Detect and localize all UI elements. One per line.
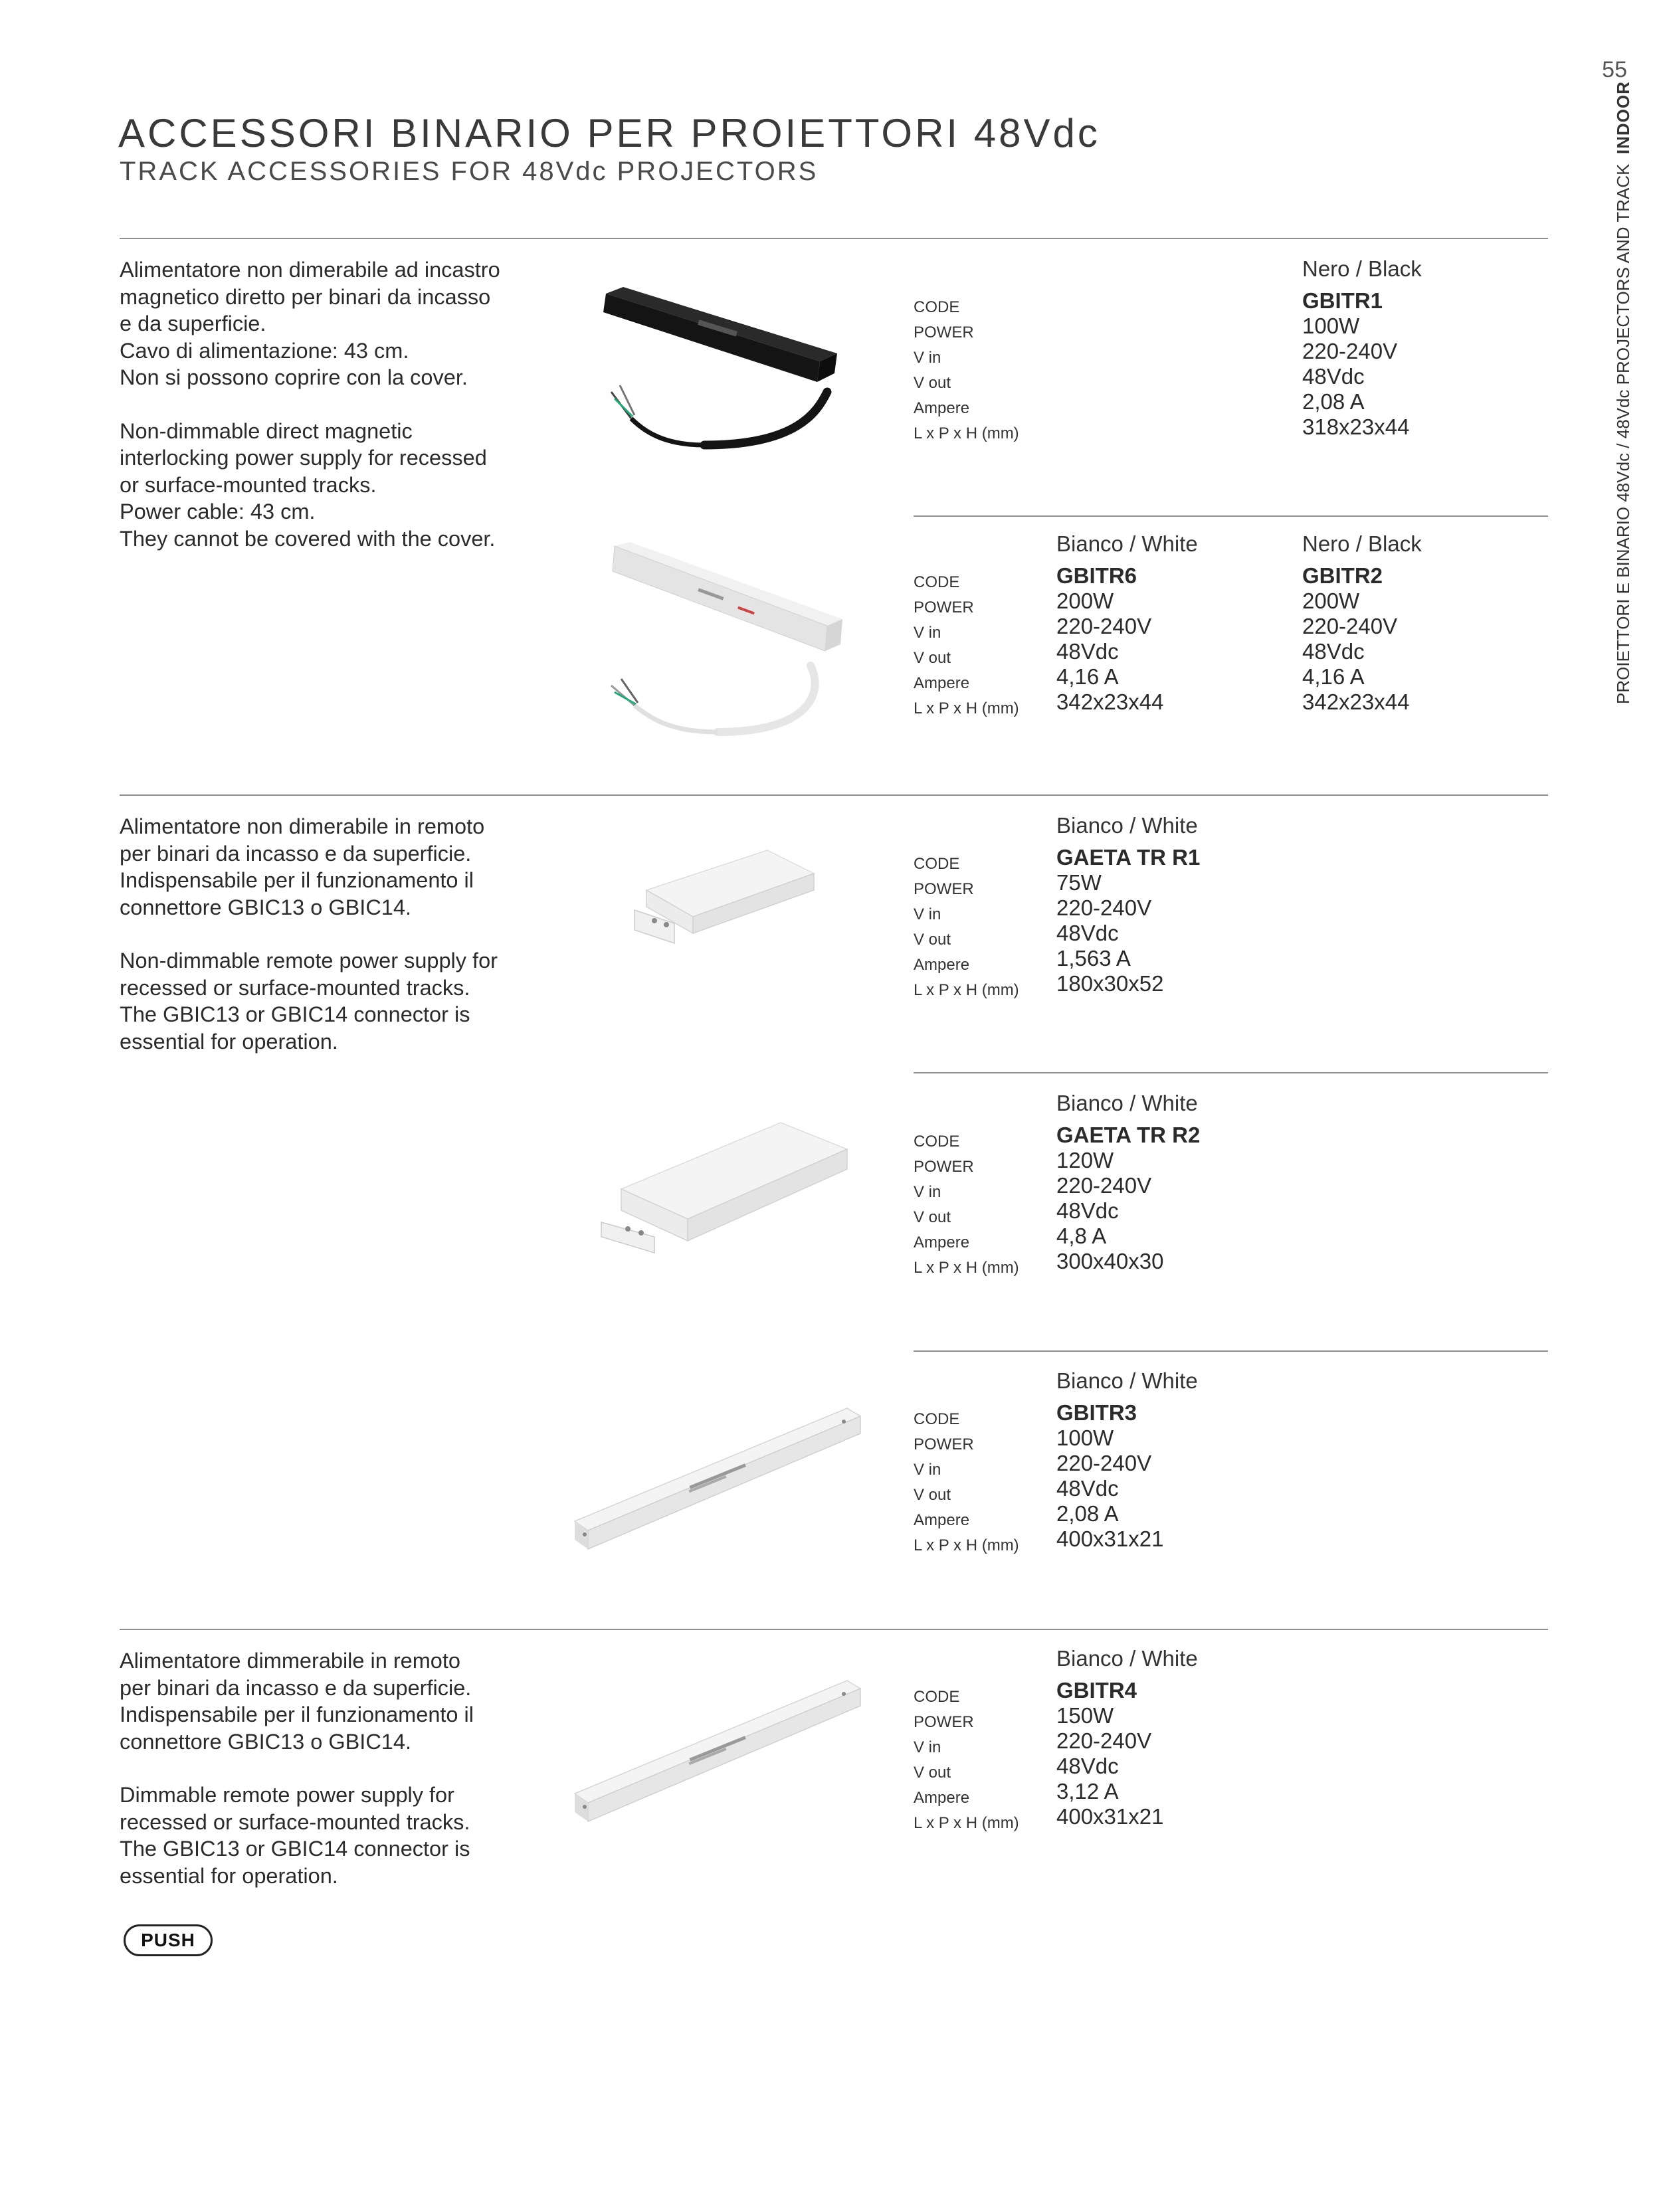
desc-line: recessed or surface-mounted tracks. — [120, 1809, 470, 1834]
product-image-gbitr4 — [568, 1674, 860, 1840]
spec-table-gbitr3 — [914, 1368, 1548, 1561]
product-image-gbitr6 — [598, 546, 884, 739]
divider — [120, 1629, 1548, 1630]
divider — [120, 238, 1548, 239]
dims-value: 180x30x52 — [1056, 971, 1164, 996]
product-code: GBITR4 — [1056, 1678, 1137, 1703]
desc-line: The GBIC13 or GBIC14 connector is — [120, 1837, 470, 1861]
color-label: Nero / Black — [1302, 531, 1422, 556]
desc-line: connettore GBIC13 o GBIC14. — [120, 895, 411, 919]
vout-label: V out — [914, 1764, 951, 1782]
dims-value: 400x31x21 — [1056, 1804, 1164, 1829]
ampere-label: Ampere — [914, 1511, 970, 1529]
product-code: GAETA TR R1 — [1056, 845, 1201, 870]
color-label: Nero / Black — [1302, 256, 1422, 281]
power-label: POWER — [914, 1158, 974, 1176]
vin-value: 220-240V — [1056, 1173, 1152, 1198]
product-image-gbitr1 — [598, 279, 884, 445]
power-label: POWER — [914, 1713, 974, 1731]
side-label-bold: INDOOR — [1613, 81, 1633, 155]
spec-table-gaeta-tr-r2 — [914, 1091, 1548, 1283]
spec-table-gaeta-tr-r1 — [914, 813, 1548, 1006]
desc-line: recessed or surface-mounted tracks. — [120, 975, 470, 1000]
vout-label: V out — [914, 931, 951, 949]
section-description — [120, 813, 498, 1055]
desc-line: Alimentatore dimmerabile in remoto — [120, 1649, 460, 1673]
dims-value: 318x23x44 — [1302, 415, 1410, 439]
power-label: POWER — [914, 880, 974, 898]
vout-label: V out — [914, 1486, 951, 1504]
vin-label: V in — [914, 905, 941, 923]
power-value: 100W — [1302, 314, 1360, 338]
vin-value: 220-240V — [1056, 895, 1152, 920]
dims-label: L x P x H (mm) — [914, 981, 1019, 999]
dims-value: 400x31x21 — [1056, 1526, 1164, 1551]
dims-label: L x P x H (mm) — [914, 1259, 1019, 1277]
color-label: Bianco / White — [1056, 1646, 1198, 1671]
desc-line: Indispensabile per il funzionamento il — [120, 1703, 474, 1726]
ampere-label: Ampere — [914, 1234, 970, 1251]
power-value: 200W — [1302, 589, 1360, 613]
ampere-value: 1,563 A — [1056, 946, 1131, 970]
desc-line: Non-dimmable remote power supply for — [120, 949, 498, 972]
desc-line: Non si possono coprire con la cover. — [120, 365, 468, 389]
code-label: CODE — [914, 1133, 960, 1151]
vout-value: 48Vdc — [1056, 1198, 1119, 1223]
ampere-value: 2,08 A — [1302, 389, 1365, 414]
product-image-gaeta-tr-r1 — [634, 850, 821, 950]
spec-table-gbitr4 — [914, 1646, 1548, 1839]
spec-table-gbitr6-gbitr2 — [914, 531, 1548, 724]
power-value: 75W — [1056, 870, 1102, 895]
desc-line: magnetico diretto per binari da incasso — [120, 284, 491, 309]
desc-line: Non-dimmable direct magnetic — [120, 418, 413, 443]
product-code: GBITR3 — [1056, 1400, 1137, 1425]
dims-value: 342x23x44 — [1302, 690, 1410, 714]
code-label: CODE — [914, 298, 960, 316]
color-label: Bianco / White — [1056, 1368, 1198, 1393]
vin-value: 220-240V — [1056, 1451, 1152, 1475]
vin-label: V in — [914, 624, 941, 642]
dims-label: L x P x H (mm) — [914, 699, 1019, 717]
code-label: CODE — [914, 855, 960, 873]
code-label: CODE — [914, 1688, 960, 1706]
divider — [914, 1350, 1548, 1352]
product-code: GAETA TR R2 — [1056, 1123, 1201, 1147]
vout-value: 48Vdc — [1056, 1476, 1119, 1501]
ampere-value: 2,08 A — [1056, 1501, 1119, 1526]
ampere-label: Ampere — [914, 674, 970, 692]
power-label: POWER — [914, 599, 974, 616]
product-code: GBITR1 — [1302, 288, 1383, 313]
code-label: CODE — [914, 1410, 960, 1428]
desc-line: per binari da incasso e da superficie. — [120, 841, 472, 866]
desc-line: Power cable: 43 cm. — [120, 500, 316, 523]
color-label: Bianco / White — [1056, 1091, 1198, 1115]
vin-value: 220-240V — [1302, 614, 1398, 638]
vin-label: V in — [914, 349, 941, 367]
desc-line: interlocking power supply for recessed — [120, 446, 487, 470]
vin-label: V in — [914, 1461, 941, 1479]
desc-line: connettore GBIC13 o GBIC14. — [120, 1729, 411, 1754]
vout-label: V out — [914, 374, 951, 392]
power-label: POWER — [914, 1435, 974, 1453]
vout-value: 48Vdc — [1302, 639, 1365, 664]
power-value: 200W — [1056, 589, 1114, 613]
desc-line: essential for operation. — [120, 1029, 338, 1054]
vout-value: 48Vdc — [1302, 364, 1365, 389]
color-label: Bianco / White — [1056, 531, 1198, 556]
dims-label: L x P x H (mm) — [914, 424, 1019, 442]
power-value: 100W — [1056, 1426, 1114, 1450]
ampere-value: 4,8 A — [1056, 1224, 1107, 1248]
desc-line: Alimentatore non dimerabile ad incastro — [120, 258, 500, 282]
page-subtitle: TRACK ACCESSORIES FOR 48Vdc PROJECTORS — [120, 157, 819, 186]
vin-value: 220-240V — [1056, 614, 1152, 638]
desc-line: The GBIC13 or GBIC14 connector is — [120, 1002, 470, 1026]
power-value: 150W — [1056, 1703, 1114, 1728]
product-image-gbitr3 — [568, 1402, 860, 1568]
product-code: GBITR6 — [1056, 563, 1137, 588]
product-image-gaeta-tr-r2 — [601, 1123, 854, 1255]
desc-line: Indispensabile per il funzionamento il — [120, 868, 474, 892]
divider — [120, 794, 1548, 796]
ampere-label: Ampere — [914, 1789, 970, 1807]
desc-line: Dimmable remote power supply for — [120, 1783, 454, 1807]
dims-label: L x P x H (mm) — [914, 1814, 1019, 1832]
power-label: POWER — [914, 323, 974, 341]
color-label: Bianco / White — [1056, 813, 1198, 838]
desc-line: e da superficie. — [120, 312, 266, 335]
divider — [914, 515, 1548, 517]
section-description — [120, 256, 500, 552]
desc-line: or surface-mounted tracks. — [120, 472, 377, 497]
ampere-value: 3,12 A — [1056, 1779, 1119, 1803]
dims-value: 300x40x30 — [1056, 1249, 1164, 1273]
vin-value: 220-240V — [1302, 339, 1398, 363]
power-value: 120W — [1056, 1148, 1114, 1172]
ampere-value: 4,16 A — [1056, 664, 1119, 689]
vin-label: V in — [914, 1738, 941, 1756]
page-title: ACCESSORI BINARIO PER PROIETTORI 48Vdc — [118, 111, 1100, 155]
desc-line: per binari da incasso e da superficie. — [120, 1675, 472, 1700]
desc-line: Alimentatore non dimerabile in remoto — [120, 814, 485, 838]
vin-label: V in — [914, 1183, 941, 1201]
ampere-label: Ampere — [914, 399, 970, 417]
desc-line: Cavo di alimentazione: 43 cm. — [120, 338, 409, 363]
dims-value: 342x23x44 — [1056, 690, 1164, 714]
vin-value: 220-240V — [1056, 1728, 1152, 1753]
page-number: 55 — [1602, 57, 1627, 82]
product-code: GBITR2 — [1302, 563, 1383, 588]
desc-line: essential for operation. — [120, 1863, 338, 1888]
vout-value: 48Vdc — [1056, 639, 1119, 664]
code-label: CODE — [914, 573, 960, 591]
vout-value: 48Vdc — [1056, 921, 1119, 945]
vout-label: V out — [914, 649, 951, 667]
vout-label: V out — [914, 1208, 951, 1226]
desc-line: They cannot be covered with the cover. — [120, 526, 496, 551]
section-description — [120, 1647, 474, 1889]
ampere-value: 4,16 A — [1302, 664, 1365, 689]
ampere-label: Ampere — [914, 956, 970, 974]
dims-label: L x P x H (mm) — [914, 1536, 1019, 1554]
spec-table-gbitr1 — [914, 256, 1548, 449]
side-label-text: PROIETTORI E BINARIO 48Vdc / 48Vdc PROJECTORS AND TRACK — [1613, 163, 1633, 704]
divider — [914, 1072, 1548, 1073]
vout-value: 48Vdc — [1056, 1754, 1119, 1778]
side-section-label — [1613, 81, 1634, 704]
push-badge: PUSH — [124, 1924, 213, 1956]
